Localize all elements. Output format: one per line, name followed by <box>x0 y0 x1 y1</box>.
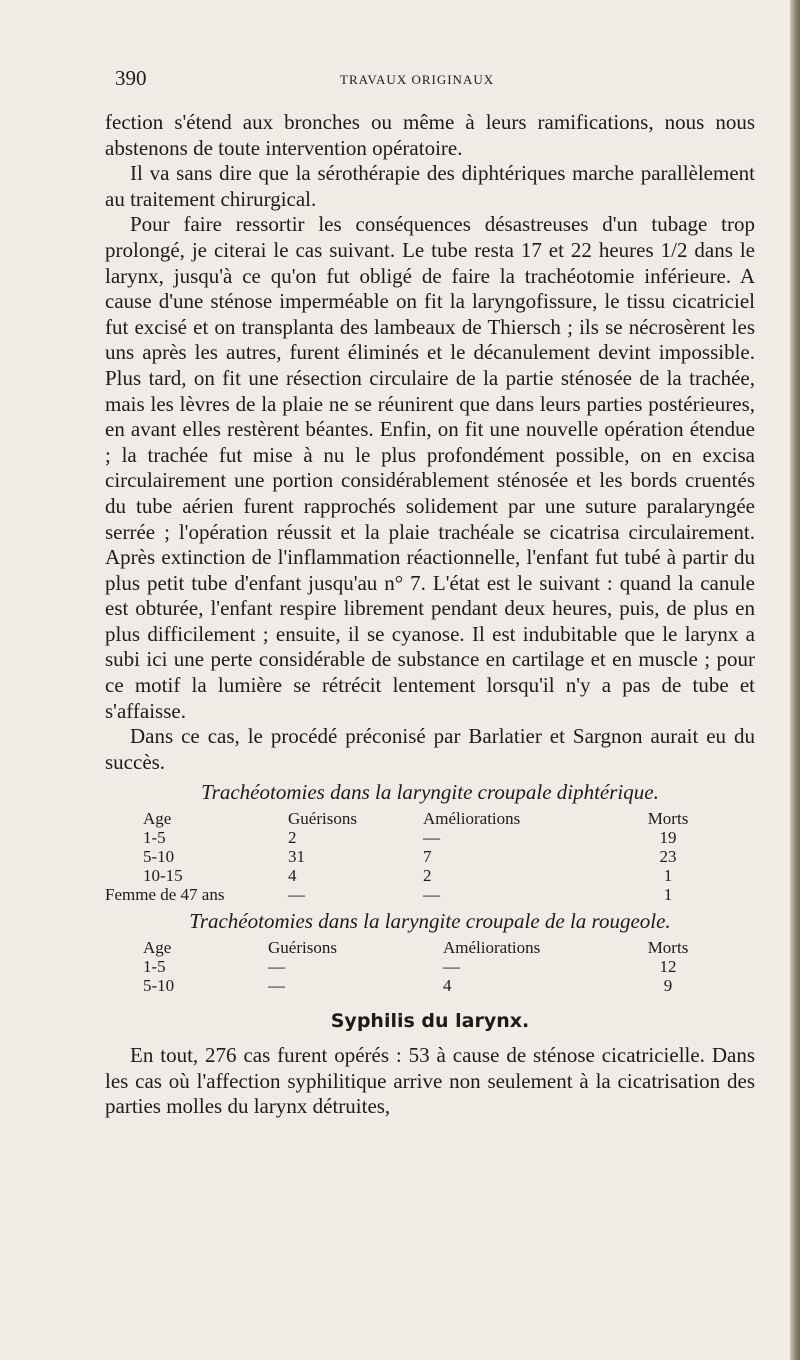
body-text <box>105 110 755 1120</box>
paragraph: Il va sans dire que la sérothérapie des diphtériques marche parallèlement au traitement chirurgical. <box>105 161 755 211</box>
column-header-age: Age <box>143 938 172 958</box>
table-title-rougeole: Trachéotomies dans la laryngite croupale de la rougeole. <box>189 909 671 934</box>
cell-age: 1-5 <box>143 828 166 848</box>
cell-guerisons: 4 <box>288 866 297 886</box>
table-row <box>143 885 698 904</box>
cell-age: 5-10 <box>143 976 175 996</box>
cell-ameliorations: — <box>443 957 460 977</box>
column-header-guerisons: Guérisons <box>288 809 357 829</box>
table-row <box>143 828 698 847</box>
table-row <box>143 866 698 885</box>
cell-age <box>105 885 288 905</box>
cell-morts: 12 <box>659 957 677 977</box>
table-rougeole <box>143 938 698 995</box>
cell-guerisons: 2 <box>288 828 297 848</box>
column-header-morts: Morts <box>647 809 689 829</box>
table-title-diphterique: Trachéotomies dans la laryngite croupale diphtérique. <box>201 780 659 805</box>
cell-morts: 23 <box>659 847 677 867</box>
page-number: 390 <box>115 66 147 90</box>
page-header <box>115 66 755 92</box>
cell-ameliorations: 4 <box>443 976 452 996</box>
cell-age: 5-10 <box>143 847 175 867</box>
cell-guerisons: — <box>268 976 285 996</box>
column-header-age: Age <box>143 809 172 829</box>
paragraph: Dans ce cas, le procédé préconisé par Barlatier et Sargnon aurait eu du succès. <box>105 724 755 774</box>
table-row <box>143 957 698 976</box>
cell-morts: 1 <box>663 885 673 905</box>
cell-ameliorations: 7 <box>423 847 432 867</box>
cell-guerisons: — <box>268 957 285 977</box>
table-row <box>143 976 698 995</box>
cell-age: 10-15 <box>143 866 183 886</box>
paragraph: En tout, 276 cas furent opérés : 53 à cause de sténose cicatricielle. Dans les cas où l'affection syphilitique arrive non seulement à la cicatrisation des parties molles du larynx détruites, <box>105 1043 755 1119</box>
page-edge <box>790 0 800 1360</box>
column-header-morts: Morts <box>647 938 689 958</box>
cell-age-text: Femme de 47 ans <box>105 885 225 905</box>
section-heading: Syphilis du larynx. <box>330 1010 530 1033</box>
cell-morts: 1 <box>663 866 673 886</box>
cell-morts: 19 <box>659 828 677 848</box>
table-row <box>143 847 698 866</box>
column-header-guerisons: Guérisons <box>268 938 337 958</box>
column-header-ameliorations: Améliorations <box>443 938 541 958</box>
cell-guerisons: — <box>288 885 305 905</box>
cell-ameliorations: — <box>423 885 440 905</box>
paragraph: fection s'étend aux bronches ou même à leurs ramifications, nous nous abstenons de toute intervention opératoire. <box>105 110 755 160</box>
table-header-row <box>143 809 698 828</box>
paragraph: Pour faire ressortir les conséquences désastreuses d'un tubage trop prolongé, je citerai le cas suivant. Le tube resta 17 et 22 heures 1/2 dans le larynx, jusqu'à ce qu'on fut obligé de faire la trachéotomie inférieure. A cause d'une sténose imperméable on fit la laryngofissure, le tissu cicatriciel fut excisé et on transplanta des lambeaux de Thiersch ; ils se nécrosèrent les uns après les autres, furent éliminés et le décanulement devint impossible. Plus tard, on fit une résection circulaire de la partie sténosée de la trachée, mais les lèvres de la plaie ne se réunirent que dans leurs parties postérieures, en avant elles restèrent béantes. Enfin, on fit une nouvelle opération étendue ; la trachée fut mise à nu le plus profondément possible, on en excisa circulairement une portion considérablement sténosée et les bords cruentés du tube aérien furent rapprochés solidement par une suture paralaryngée serrée ; l'opération réussit et la plaie trachéale se cicatrisa circulairement. Après extinction de l'inflammation réactionnelle, l'enfant fut tubé à partir du plus petit tube d'enfant jusqu'au n° 7. L'état est le suivant : quand la canule est obturée, l'enfant respire librement pendant deux heures, puis, de plus en plus difficilement ; ensuite, il se cyanose. Il est indubitable que le larynx a subi ici une perte considérable de substance en cartilage et en muscle ; pour ce motif la lumière se rétrécit lentement lorsqu'il n'y a pas de tube et s'affaisse. <box>105 212 755 723</box>
column-header-ameliorations: Améliorations <box>423 809 521 829</box>
cell-morts: 9 <box>663 976 673 996</box>
cell-guerisons: 31 <box>288 847 305 867</box>
table-diphterique <box>105 809 698 905</box>
running-head: TRAVAUX ORIGINAUX <box>340 72 495 87</box>
cell-age: 1-5 <box>143 957 166 977</box>
table-header-row <box>143 938 698 957</box>
cell-ameliorations: 2 <box>423 866 432 886</box>
cell-ameliorations: — <box>423 828 440 848</box>
